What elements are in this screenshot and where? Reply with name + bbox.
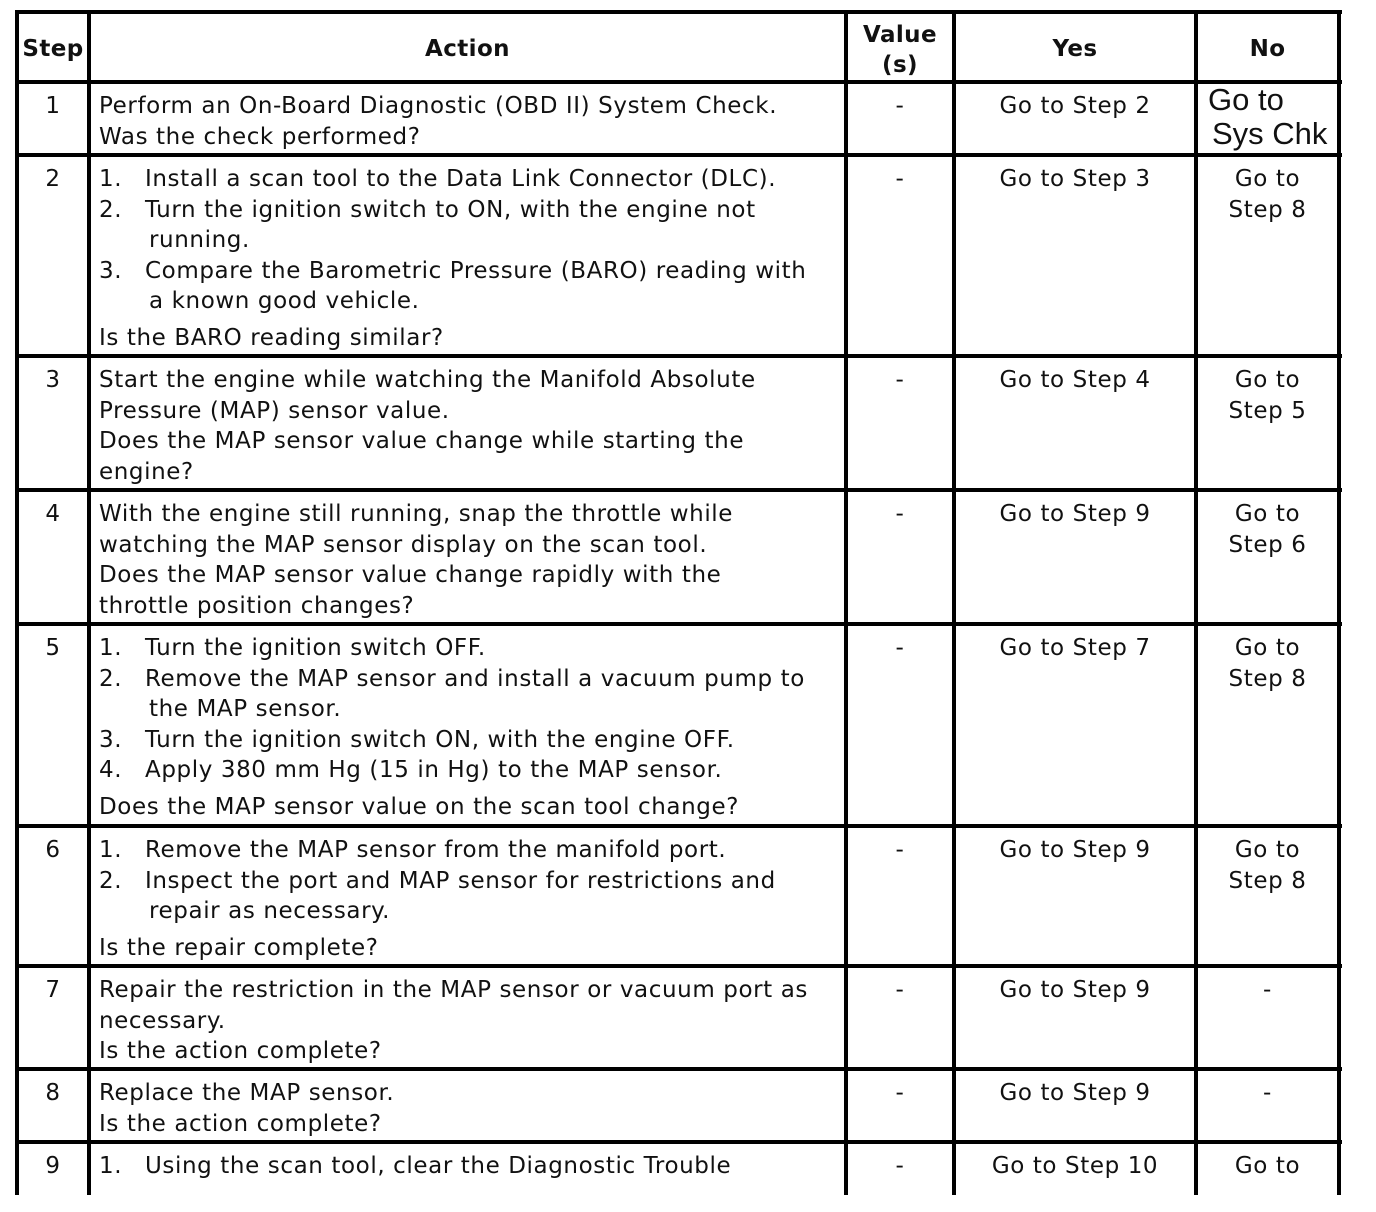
value-cell: - (895, 367, 905, 393)
step-number: 6 (45, 837, 61, 863)
yes-cell: Go to Step 9 (999, 977, 1151, 1003)
action-item-number: 2. (99, 867, 123, 894)
header-value-unit: (s) (882, 52, 918, 78)
action-item-number: 1. (99, 166, 123, 192)
no-cell: Step 8 (1228, 665, 1307, 692)
table-rule-h (17, 10, 1342, 14)
action-list-item (99, 633, 486, 664)
action-text: Is the action complete? (99, 1038, 382, 1064)
action-item-text: Compare the Barometric Pressure (BARO) reading with (145, 257, 807, 284)
action-text: watching the MAP sensor display on the scan tool. (99, 531, 708, 558)
action-item-text: Remove the MAP sensor from the manifold port. (145, 837, 727, 863)
action-list-item (99, 664, 805, 695)
action-item-text: Remove the MAP sensor and install a vacuum pump to (145, 665, 805, 692)
header-yes: Yes (1052, 36, 1098, 62)
action-item-number: 2. (99, 196, 123, 223)
no-cell: Go to (1234, 367, 1301, 393)
action-text: Is the action complete? (99, 1110, 382, 1137)
header-step: Step (22, 36, 84, 62)
step-number: 2 (45, 166, 61, 192)
action-item-continuation: a known good vehicle. (149, 288, 420, 314)
table-rule-h (17, 964, 1342, 968)
table-rule-h (17, 824, 1342, 828)
step-number: 5 (45, 635, 61, 661)
value-cell: - (895, 93, 905, 119)
action-item-number: 1. (99, 837, 123, 863)
action-question: Is the repair complete? (99, 934, 379, 961)
action-item-number: 3. (99, 726, 123, 753)
no-cell: - (1263, 1080, 1272, 1106)
action-item-text: Turn the ignition switch to ON, with the engine not (145, 196, 756, 223)
step-number: 8 (45, 1080, 61, 1106)
yes-cell: Go to Step 10 (991, 1153, 1159, 1179)
action-text: Repair the restriction in the MAP sensor or vacuum port as (99, 977, 808, 1003)
table-rule-h (17, 1067, 1342, 1071)
action-question: Does the MAP sensor value on the scan tool change? (99, 793, 740, 820)
action-question: Is the BARO reading similar? (99, 324, 444, 351)
yes-cell: Go to Step 4 (999, 367, 1151, 393)
action-item-text: Using the scan tool, clear the Diagnostic Trouble (145, 1153, 732, 1179)
action-item-text: Inspect the port and MAP sensor for restrictions and (145, 867, 776, 894)
action-item-continuation: running. (149, 227, 250, 253)
no-cell: Go to (1234, 1153, 1301, 1179)
table-rule-h (17, 80, 1342, 84)
table-rule-h (17, 488, 1342, 492)
action-list-item (99, 164, 776, 195)
action-text: Perform an On-Board Diagnostic (OBD II) System Check. (99, 93, 778, 119)
action-item-continuation: repair as necessary. (149, 898, 391, 924)
action-text: Was the check performed? (99, 123, 421, 150)
value-cell: - (895, 166, 905, 192)
step-number: 3 (45, 367, 61, 393)
action-text: engine? (99, 458, 194, 485)
action-item-number: 1. (99, 635, 123, 661)
action-item-continuation: the MAP sensor. (149, 696, 342, 722)
action-text: Pressure (MAP) sensor value. (99, 397, 450, 424)
step-number: 1 (45, 93, 61, 119)
no-cell: Go to (1234, 837, 1301, 863)
action-item-text: Turn the ignition switch OFF. (145, 635, 486, 661)
no-cell: Step 6 (1228, 531, 1307, 558)
action-list-item (99, 256, 806, 287)
yes-cell: Go to Step 9 (999, 1080, 1151, 1106)
action-text: necessary. (99, 1007, 226, 1034)
value-cell: - (895, 977, 905, 1003)
no-cell: Go to (1234, 635, 1301, 661)
no-cell: Sys Chk (1212, 116, 1328, 151)
no-cell: Step 8 (1228, 196, 1307, 223)
action-list-item (99, 835, 726, 866)
no-cell: Go to (1234, 166, 1301, 192)
action-list-item (99, 755, 722, 786)
yes-cell: Go to Step 3 (999, 166, 1151, 192)
action-text: Replace the MAP sensor. (99, 1080, 395, 1106)
step-number: 9 (45, 1153, 61, 1179)
header-no: No (1249, 36, 1286, 62)
action-text: With the engine still running, snap the throttle while (99, 501, 734, 527)
value-cell: - (895, 837, 905, 863)
step-number: 4 (45, 501, 61, 527)
no-cell: Step 5 (1228, 397, 1307, 424)
value-cell: - (895, 1153, 905, 1179)
yes-cell: Go to Step 2 (999, 93, 1151, 119)
header-value: Value (863, 22, 937, 48)
action-text: Does the MAP sensor value change while starting the (99, 428, 745, 454)
action-item-text: Turn the ignition switch ON, with the engine OFF. (145, 726, 735, 753)
action-item-number: 1. (99, 1153, 123, 1179)
action-list-item (99, 1151, 731, 1182)
value-cell: - (895, 635, 905, 661)
table-rule-h (17, 622, 1342, 626)
action-text: throttle position changes? (99, 592, 415, 619)
table-rule-h (17, 153, 1342, 157)
yes-cell: Go to Step 9 (999, 837, 1151, 863)
action-item-number: 4. (99, 757, 123, 783)
yes-cell: Go to Step 7 (999, 635, 1151, 661)
header-action: Action (425, 36, 510, 62)
table-rule-h (17, 1140, 1342, 1144)
no-cell: Step 8 (1228, 867, 1307, 894)
table-rule-h (17, 354, 1342, 358)
action-item-text: Install a scan tool to the Data Link Connector (DLC). (145, 166, 777, 192)
no-cell: Go to (1208, 82, 1284, 117)
value-cell: - (895, 501, 905, 527)
action-list-item (99, 866, 776, 897)
yes-cell: Go to Step 9 (999, 501, 1151, 527)
step-number: 7 (45, 977, 61, 1003)
action-item-text: Apply 380 mm Hg (15 in Hg) to the MAP sensor. (145, 757, 723, 783)
no-cell: - (1263, 977, 1272, 1003)
action-list-item (99, 725, 735, 756)
action-item-number: 2. (99, 665, 123, 692)
action-text: Does the MAP sensor value change rapidly with the (99, 562, 722, 588)
action-item-number: 3. (99, 257, 123, 284)
value-cell: - (895, 1080, 905, 1106)
action-list-item (99, 195, 756, 226)
no-cell: Go to (1234, 501, 1301, 527)
action-text: Start the engine while watching the Manifold Absolute (99, 367, 756, 393)
